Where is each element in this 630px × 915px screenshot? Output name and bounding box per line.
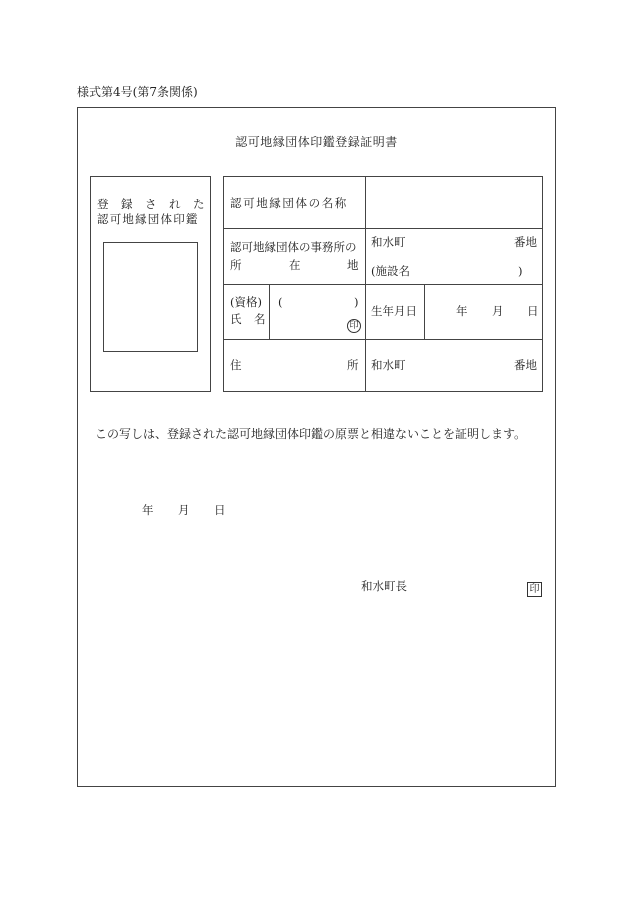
facility-close-paren: ) — [518, 264, 523, 278]
certificate-title: 認可地縁団体印鑑登録証明書 — [235, 135, 398, 149]
birth-month-unit: 月 — [492, 304, 504, 318]
birth-year-unit: 年 — [456, 304, 468, 318]
seal-caption-char: 登 — [97, 197, 109, 211]
seal-caption-char: た — [193, 197, 205, 211]
person-name-label-char: 名 — [254, 312, 266, 326]
seal-caption-line2: 認可地縁団体印鑑 — [97, 212, 199, 226]
seal-impression-area — [103, 242, 198, 352]
qualification-label: (資格) — [230, 295, 262, 309]
qualification-open-paren: ( — [278, 295, 283, 309]
person-name-label-char: 氏 — [230, 312, 242, 326]
address-label-char: 在 — [289, 258, 301, 272]
address-label-char: 地 — [347, 258, 359, 272]
residence-label-char: 所 — [347, 358, 359, 372]
residence-label-char: 住 — [230, 358, 242, 372]
personal-seal-mark — [347, 313, 361, 333]
issue-year-unit: 年 — [142, 503, 154, 517]
issue-day-unit: 日 — [214, 503, 226, 517]
office-town-value: 和水町 — [371, 235, 406, 249]
office-banchi-label: 番地 — [514, 235, 537, 249]
birthdate-label: 生年月日 — [371, 304, 417, 318]
mayor-title: 和水町長 — [361, 579, 407, 593]
residence-town-value: 和水町 — [371, 358, 406, 372]
table-divider — [223, 339, 543, 340]
facility-name-label: (施設名 — [371, 264, 410, 278]
table-divider — [223, 228, 543, 229]
group-name-label: 認可地縁団体の名称 — [230, 196, 348, 210]
address-label-char: 所 — [230, 258, 242, 272]
seal-caption-char: さ — [145, 197, 157, 211]
seal-caption-char: 録 — [121, 197, 133, 211]
office-address-label-line1: 認可地縁団体の事務所の — [230, 240, 357, 254]
seal-caption-char: れ — [169, 197, 181, 211]
table-divider — [269, 284, 270, 339]
birth-day-unit: 日 — [527, 304, 539, 318]
official-seal-icon: 印 — [527, 582, 542, 597]
table-divider — [223, 284, 543, 285]
seal-stamp-icon: 印 — [347, 319, 361, 333]
certification-statement: この写しは、登録された認可地縁団体印鑑の原票と相違ないことを証明します。 — [95, 427, 527, 441]
table-divider — [424, 284, 425, 339]
form-number-label: 様式第4号(第7条関係) — [77, 85, 198, 99]
mayor-seal — [527, 577, 542, 597]
qualification-close-paren: ) — [354, 295, 359, 309]
issue-month-unit: 月 — [178, 503, 190, 517]
residence-banchi-label: 番地 — [514, 358, 537, 372]
